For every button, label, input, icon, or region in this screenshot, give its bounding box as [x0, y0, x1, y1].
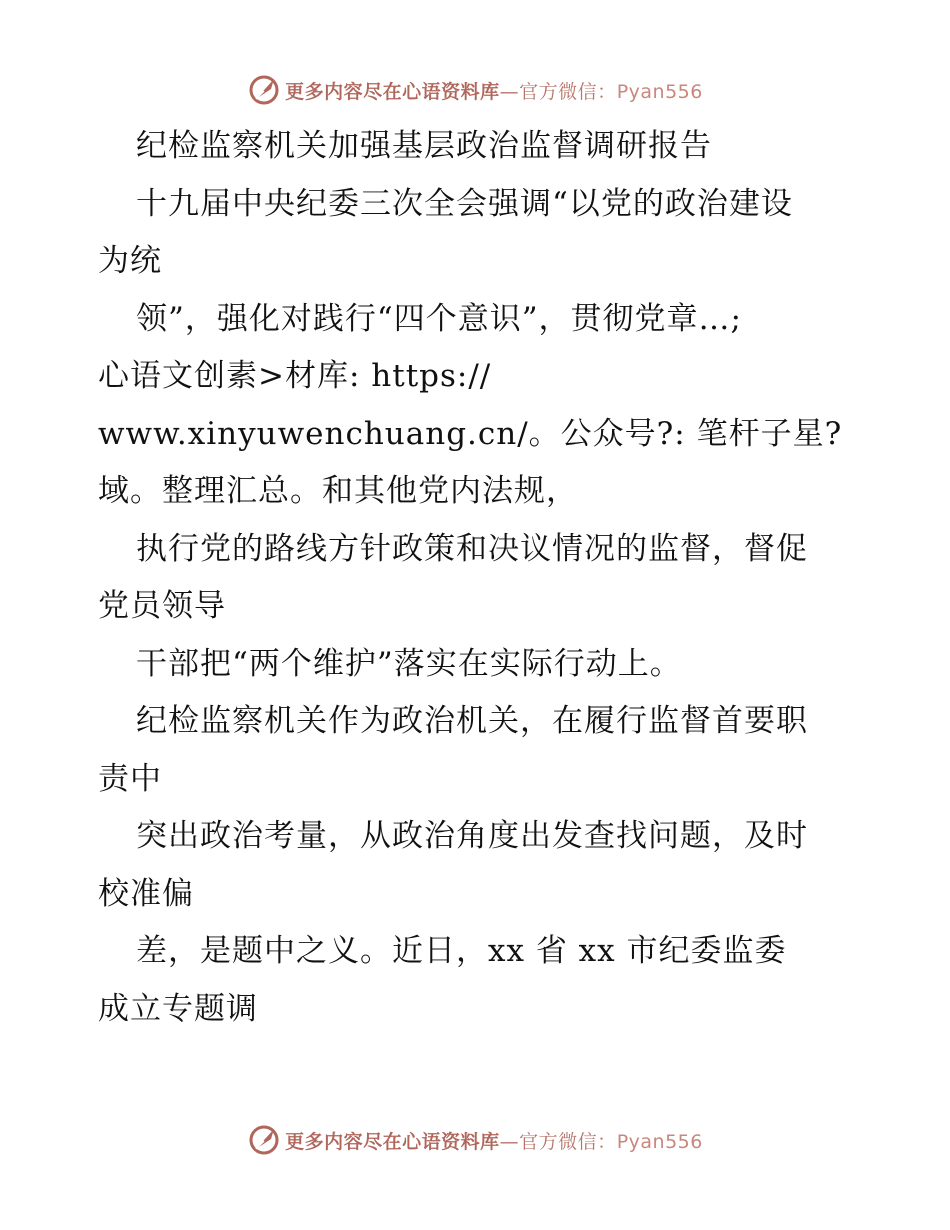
- paragraph-line: 突出政治考量，从政治角度出发查找问题，及时: [136, 818, 808, 854]
- paragraph-line: 为统: [98, 243, 162, 279]
- paragraph-line: 干部把“两个维护”落实在实际行动上。: [136, 645, 682, 682]
- watermark-wechat-id: Pyan556: [616, 80, 703, 103]
- watermark-contact-label: 官方微信：: [519, 80, 617, 103]
- paragraph-line: 纪检监察机关作为政治机关，在履行监督首要职: [136, 703, 808, 739]
- paragraph-line: www.xinyuwenchuang.cn/。公众号?: 笔杆子星?: [98, 415, 843, 452]
- watermark-separator: —: [499, 80, 520, 103]
- watermark-contact-label: 官方微信：: [519, 1130, 617, 1153]
- paragraph-line: 党员领导: [98, 588, 226, 624]
- watermark-wechat-id: Pyan556: [616, 1130, 703, 1153]
- watermark-brand: 更多内容尽在心语资料库: [285, 1130, 500, 1153]
- paragraph-line: 领”，强化对践行“四个意识”，贯彻党章…;: [136, 300, 742, 337]
- paragraph-line: 域。整理汇总。和其他党内法规，: [98, 473, 578, 509]
- watermark-separator: —: [499, 1130, 520, 1153]
- paragraph-line: 成立专题调: [98, 990, 258, 1027]
- watermark-brand: 更多内容尽在心语资料库: [285, 80, 500, 103]
- paragraph-line: 差，是题中之义。近日，xx 省 xx 市纪委监委: [136, 933, 787, 969]
- watermark-text: [285, 1127, 703, 1154]
- watermark-text: [285, 77, 703, 104]
- document-body: [98, 118, 868, 1038]
- paragraph-line: 十九届中央纪委三次全会强调“以党的政治建设: [136, 185, 793, 222]
- document-title: 纪检监察机关加强基层政治监督调研报告: [136, 128, 712, 164]
- paragraph-line: 执行党的路线方针政策和决议情况的监督，督促: [136, 530, 808, 567]
- quill-pen-icon: [247, 73, 281, 107]
- header-watermark-banner: [0, 70, 950, 110]
- paragraph-line: 校准偏: [98, 875, 194, 912]
- paragraph-line: 心语文创素>材库: https://: [98, 358, 492, 394]
- quill-pen-icon: [247, 1123, 281, 1157]
- footer-watermark-banner: [0, 1120, 950, 1160]
- paragraph-line: 责中: [98, 760, 162, 797]
